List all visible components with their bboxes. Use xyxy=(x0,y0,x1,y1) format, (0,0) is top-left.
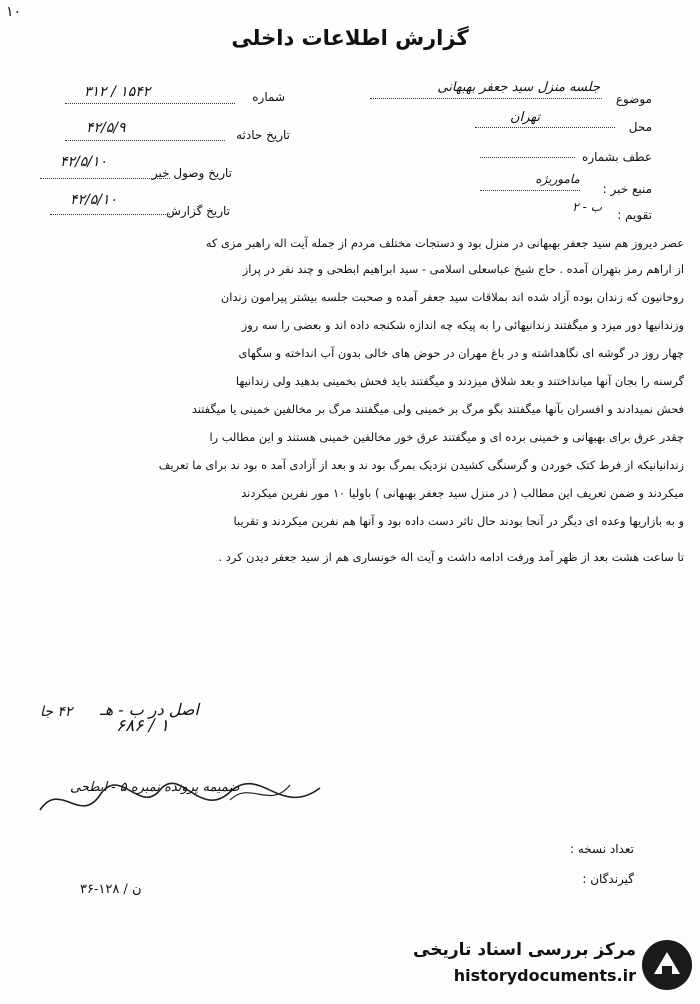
body-line-12: تا ساعت هشت بعد از ظهر آمد ورفت ادامه داشت و آیت اله خونساری هم از سید جعفر دیدن کرد . xyxy=(218,550,684,564)
report-title: گزارش اطلاعات داخلی xyxy=(231,26,469,50)
bottom-document-code: ۳۶-۱۲۸ / ن xyxy=(80,882,142,897)
report-date-value: ۴۲/۵/۱۰ xyxy=(70,192,118,208)
body-line-9: زندانیانیکه از فرط کتک خوردن و گرسنگی کشیدن نزدیک بمرگ بود ند و بعد از آزادی آمد ه بود ند برای ما تعریف xyxy=(158,458,684,472)
body-line-7: فحش نمیدادند و افسران بآنها میگفتند بگو مرگ بر خمینی ولی میگفتند مرگ بر مخالفین خمینی یا میگفتند xyxy=(191,402,684,416)
receipt-date-value: ۴۲/۵/۱۰ xyxy=(60,154,108,170)
recipients-label: گیرندگان : xyxy=(582,872,634,886)
subject-value: جلسه منزل سید جعفر بهبهانی xyxy=(437,80,600,95)
reference-dotline xyxy=(480,157,575,158)
footer-website-link[interactable]: historydocuments.ir xyxy=(453,966,636,985)
event-date-value: ۴۲/۵/۹ xyxy=(86,120,126,136)
event-date-dotline xyxy=(65,140,225,141)
body-line-6: گرسنه را بجان آنها میانداختند و بعد شلاق میزدند و میگفتند باید فحش بخمینی بدهید ولی زندانیها xyxy=(235,374,684,388)
body-line-2: از اراهم رمز بتهران آمده . حاج شیخ عباسعلی اسلامی - سید ابراهیم ابطحی و چند نفر در پراز xyxy=(242,262,684,276)
source-value: ماموریژه xyxy=(535,172,580,186)
handwritten-note-line1: اصل در ب - هـ xyxy=(100,700,199,719)
reference-label: عطف بشماره xyxy=(582,150,652,164)
copies-label: تعداد نسخه : xyxy=(569,842,634,856)
subject-dotline xyxy=(370,98,602,99)
footer-watermark xyxy=(390,934,694,996)
source-label: منبع خبر : xyxy=(602,182,652,196)
number-value: ۳۱۲ / ۱۵۴۲ xyxy=(84,84,151,100)
source-dotline xyxy=(480,190,580,191)
event-date-label: تاریخ حادثه xyxy=(236,128,290,142)
body-line-3: روحانیون که زندان بوده آزاد شده اند بملاقات سید جعفر آمده و صحبت جلسه بیشتر پیرامون زندان xyxy=(220,290,684,304)
report-date-label: تاریخ گزارش xyxy=(166,204,230,218)
body-line-4: وزندانیها دور میزد و میگفتند زندانیهائی را به پیکه چه اندازه شکنجه داده اند و بعضی را سه روز xyxy=(241,318,684,332)
location-dotline xyxy=(475,127,615,128)
receipt-date-dotline xyxy=(40,178,170,179)
number-label: شماره xyxy=(252,90,285,104)
report-date-dotline xyxy=(50,214,170,215)
body-line-11: و به بازاریها وعده ای دیگر در آنجا بودند حال تاثر دست داده بود و آنها هم نفرین میکردند و تقریبا xyxy=(233,514,684,528)
footer-organization: مرکز بررسی اسناد تاریخی xyxy=(413,940,636,960)
body-line-5: چهار روز در گوشه ای نگاهداشته و در باغ مهران در حوض های خالی بدون آب انداخته و سگهای xyxy=(238,346,684,360)
archive-logo-icon xyxy=(640,938,694,992)
evaluation-label: تقویم : xyxy=(617,208,652,222)
receipt-date-label: تاریخ وصول خبر xyxy=(151,166,232,180)
evaluation-value: ب - ۲ xyxy=(572,200,602,214)
subject-label: موضوع xyxy=(615,92,652,106)
location-value: تهران xyxy=(510,110,540,125)
number-dotline xyxy=(65,103,235,104)
signature-scribble xyxy=(30,770,360,830)
handwritten-note-line2: ۶۸۶ / ۱ xyxy=(116,716,170,736)
handwritten-filing-note: ضمیمه پرونده نمبره ۵ - ابطحی xyxy=(70,780,240,795)
location-label: محل xyxy=(628,120,652,134)
body-line-1: عصر دیروز هم سید جعفر بهبهانی در منزل بود و دستجات مختلف مردم از جمله آیت اله راهبر مزی که xyxy=(205,236,684,250)
page-corner-number: ۱۰ xyxy=(6,4,22,20)
handwritten-note-side: ۴۲ جا xyxy=(40,704,73,720)
body-line-10: میکردند و ضمن تعریف این مطالب ( در منزل سید جعفر بهبهانی ) باولیا ۱۰ مور نفرین میکردند xyxy=(241,486,684,500)
body-line-8: چقدر عرق برای بهبهانی و خمینی برده ای و میگفتند عرق خور مخالفین خمینی هستند و این مطالب را xyxy=(209,430,684,444)
